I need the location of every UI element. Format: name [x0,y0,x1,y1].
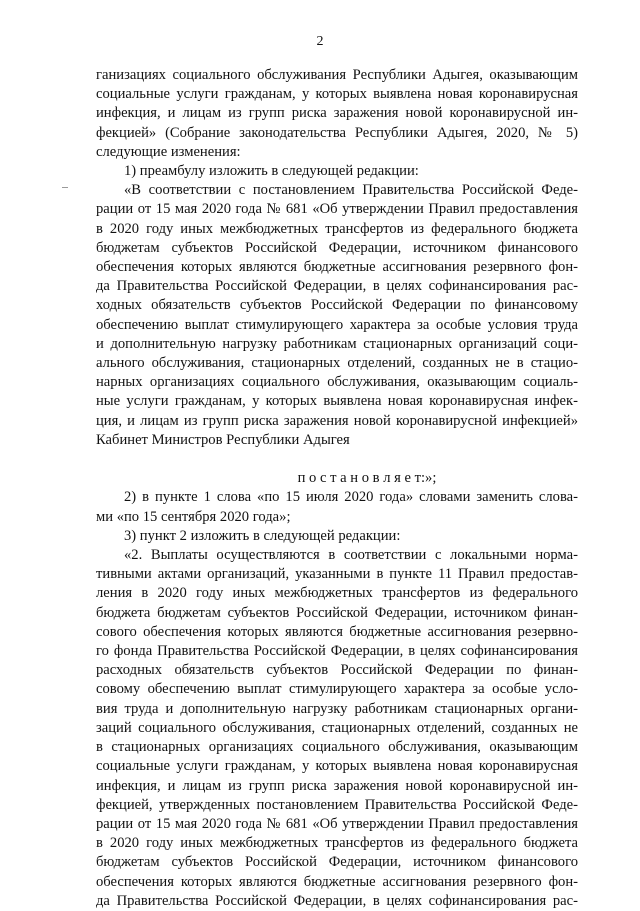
text-line: ходных обязательств субъектов Российской Федерации по финансовому [96,297,578,314]
text-line: ные услуги гражданам, у которых выявлена новая коронавирусная инфек- [96,393,578,410]
text-line: заций социального обслуживания, стационарных отделений, созданных не [96,719,578,736]
text-line: следующие изменения: [96,143,241,160]
text-line: «2. Выплаты осуществляются в соответствии с локальными норма- [124,547,578,564]
text-line: ления в 2020 году иных межбюджетных трансфертов из федерального [96,585,578,602]
text-line: и дополнительную нагрузку работникам стационарных организаций соци- [96,335,578,352]
text-line: совому обеспечению выплат стимулирующего характера за особые усло- [96,681,578,698]
text-line: фекцией, утвержденных постановлением Правительства Российской Феде- [96,796,578,813]
text-line: в стационарных организациях социального обслуживания, оказывающим [96,739,578,756]
page-number: 2 [316,34,324,49]
text-line: обеспечению выплат стимулирующего характера за особые условия труда [96,316,578,333]
text-line: го фонда Правительства Российской Федерации, в целях софинансирования [96,643,578,660]
text-line: 1) преамбулу изложить в следующей редакции: [124,163,419,180]
text-line: социальные услуги гражданам, у которых выявлена новая коронавирусная [96,86,578,103]
text-line: «В соответствии с постановлением Правительства Российской Феде- [124,182,578,199]
text-line: сового обеспечения которых являются бюджетные ассигнования резервно- [96,623,578,640]
text-line: вия труда и дополнительную нагрузку работникам стационарных органи- [96,700,578,717]
document-body [96,66,578,911]
text-line: обеспечения которых являются бюджетные ассигнования резервного фон- [96,873,578,890]
text-line: социальные услуги гражданам, у которых выявлена новая коронавирусная [96,758,578,775]
text-line: бюджетам субъектов Российской Федерации, источником финансового [96,239,578,256]
text-line: тивными актами организаций, указанными в пункте 11 Правил предостав- [96,566,578,583]
text-line: в 2020 году иных межбюджетных трансфертов из федерального бюджета [96,835,578,852]
blank-line [96,450,578,469]
text-line: п о с т а н о в л я е т:»; [297,470,437,487]
text-line: Кабинет Министров Республики Адыгея [96,431,350,448]
text-line: да Правительства Российской Федерации, в целях софинансирования рас- [96,278,578,295]
text-line: рации от 15 мая 2020 года № 681 «Об утверждении Правил предоставления [96,815,578,832]
text-line: в 2020 году иных межбюджетных трансфертов из федерального бюджета [96,220,578,237]
text-line: 2) в пункте 1 слова «по 15 июля 2020 года» словами заменить слова- [124,489,578,506]
text-line: ганизациях социального обслуживания Республики Адыгея, оказывающим [96,67,578,83]
text-line: ми «по 15 сентября 2020 года»; [96,508,291,525]
text-line: инфекция, и лицам из групп риска заражения новой коронавирусной ин- [96,777,578,794]
text-line: ция, и лицам из групп риска заражения новой коронавирусной инфекцией» [96,412,578,429]
text-line: расходных обязательств субъектов Российской Федерации по финан- [96,662,578,679]
text-line: да Правительства Российской Федерации, в целях софинансирования рас- [96,892,578,909]
text-line: нарных организациях социального обслуживания, оказывающим социаль- [96,374,578,391]
text-line: ального обслуживания, стационарных отделений, созданных не в стацио- [96,355,578,372]
text-line: инфекция, и лицам из групп риска заражения новой коронавирусной ин- [96,105,578,122]
text-line: 3) пункт 2 изложить в следующей редакции: [124,527,401,544]
text-line: рации от 15 мая 2020 года № 681 «Об утверждении Правил предоставления [96,201,578,218]
text-line: обеспечения которых являются бюджетные ассигнования резервного фон- [96,259,578,276]
text-line: бюджетам субъектов Российской Федерации, источником финансового [96,854,578,871]
text-line: бюджета бюджетам субъектов Российской Федерации, источником финан- [96,604,578,621]
margin-mark [62,187,68,188]
text-line: фекцией» (Собрание законодательства Республики Адыгея, 2020, № 5) [96,124,578,141]
